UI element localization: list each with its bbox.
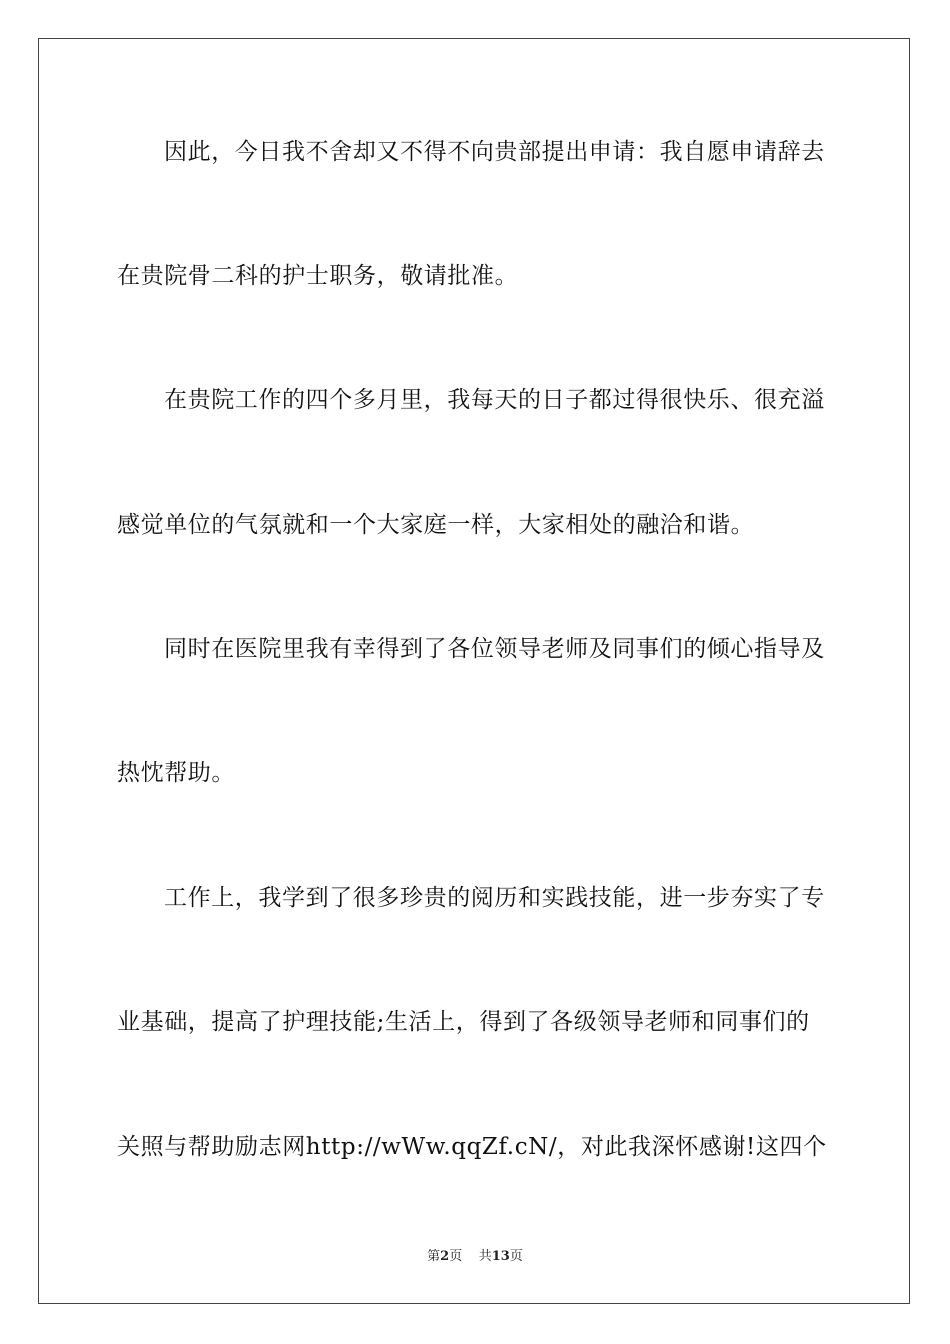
paragraph-3-line-1: 同时在医院里我有幸得到了各位领导老师及同事们的倾心指导及 [164, 636, 825, 662]
paragraph-1-line-1: 因此，今日我不舍却又不得不向贵部提出申请：我自愿申请辞去 [164, 139, 825, 165]
paragraph-3-line-2: 热忱帮助。 [117, 760, 235, 786]
page-suffix: 页 [449, 1249, 463, 1264]
total-prefix: 共 [478, 1249, 492, 1264]
paragraph-4-line-1: 工作上，我学到了很多珍贵的阅历和实践技能，进一步夯实了专 [164, 885, 825, 911]
total-pages: 13 [491, 1249, 510, 1264]
paragraph-2-line-2: 感觉单位的气氛就和一个大家庭一样，大家相处的融洽和谐。 [117, 512, 755, 538]
page-footer [0, 1245, 950, 1264]
total-suffix: 页 [509, 1249, 523, 1264]
paragraph-4-line-3: 关照与帮助励志网http://wWw.qqZf.cN/，对此我深怀感谢!这四个 [117, 1134, 827, 1160]
paragraph-4-line-2: 业基础，提高了护理技能;生活上，得到了各级领导老师和同事们的 [117, 1009, 810, 1035]
page-border [38, 38, 910, 1304]
page-prefix: 第 [427, 1249, 441, 1264]
page-number: 2 [440, 1249, 450, 1264]
paragraph-2-line-1: 在贵院工作的四个多月里，我每天的日子都过得很快乐、很充溢 [164, 387, 825, 413]
paragraph-1-line-2: 在贵院骨二科的护士职务，敬请批准。 [117, 263, 519, 289]
